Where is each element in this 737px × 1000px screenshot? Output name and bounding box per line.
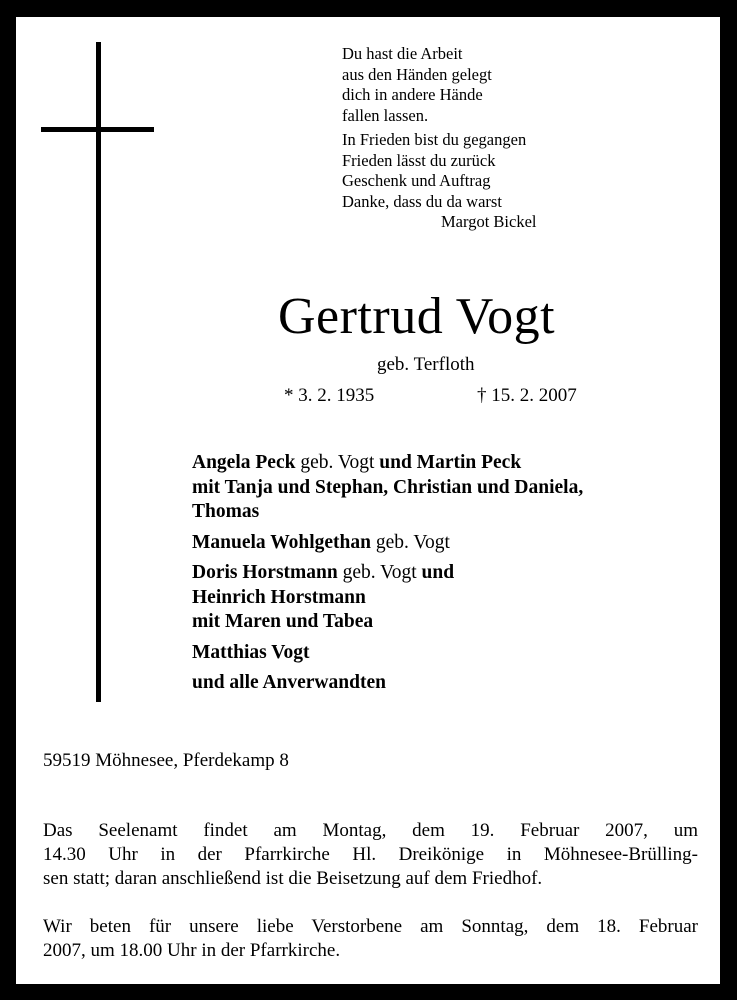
mourner-partner: und Martin Peck: [379, 452, 522, 473]
poem-line: dich in andere Hände: [342, 85, 483, 104]
death-date: † 15. 2. 2007: [477, 385, 577, 406]
mourner-name: Angela Peck: [192, 452, 296, 473]
mourner-born: geb. Vogt: [370, 531, 450, 553]
poem-line: Danke, dass du da warst: [342, 191, 502, 211]
mourner-born: geb. Vogt: [295, 452, 380, 473]
poem: [342, 44, 602, 233]
mourner-children: mit Maren und Tabea: [192, 611, 374, 632]
notice-line: Das Seelenamt findet am Montag, dem 19. Februar 2007, um: [43, 820, 698, 841]
mourner-conjunction: und: [421, 562, 455, 583]
mourner-children-cont: Thomas: [192, 501, 260, 522]
mourner-name: Doris Horstmann: [192, 562, 338, 583]
notice-line: 2007, um 18.00 Uhr in der Pfarrkirche.: [43, 940, 341, 961]
mourner-name: Manuela Wohlgethan: [192, 531, 371, 553]
mourner-partner: Heinrich Horstmann: [192, 586, 366, 608]
poem-line: Geschenk und Auftrag: [342, 171, 491, 190]
deceased-name: Gertrud Vogt: [278, 288, 556, 345]
mourner-name: Matthias Vogt: [192, 641, 310, 663]
mourner-born: geb. Vogt: [337, 562, 422, 583]
poem-line: fallen lassen.: [342, 105, 429, 125]
cross-icon: [96, 42, 101, 702]
poem-stanza-1: [342, 44, 602, 126]
mourner-group: [192, 561, 712, 635]
poem-line: Du hast die Arbeit: [342, 44, 463, 63]
obituary-card: [14, 15, 722, 986]
mourners-list: [192, 451, 712, 696]
mourner-children: mit Tanja und Stephan, Christian und Daniela,: [192, 476, 584, 498]
poem-stanza-2: [342, 130, 602, 233]
birth-date: * 3. 2. 1935: [284, 385, 375, 406]
prayer-notice: [43, 915, 698, 963]
poem-author: Margot Bickel: [441, 212, 537, 231]
family-address: 59519 Möhnesee, Pferdekamp 8: [43, 750, 289, 771]
mourner-group: [192, 641, 712, 666]
mourner-group: [192, 531, 712, 556]
poem-line: In Frieden bist du gegangen: [342, 130, 527, 149]
cross-icon-bar: [41, 127, 154, 132]
mourner-group: [192, 671, 712, 696]
notice-line: 14.30 Uhr in der Pfarrkirche Hl. Dreikönige in Möhnesee-Brülling-: [43, 844, 698, 865]
poem-line: aus den Händen gelegt: [342, 64, 492, 84]
mourner-relatives: und alle Anverwandten: [192, 672, 386, 693]
mourner-group: [192, 451, 712, 525]
notice-line: Wir beten für unsere liebe Verstorbene am Sonntag, dem 18. Februar: [43, 916, 698, 937]
birth-name: geb. Terfloth: [377, 354, 475, 375]
poem-line: Frieden lässt du zurück: [342, 150, 496, 170]
requiem-notice: [43, 819, 698, 891]
notice-line: sen statt; daran anschließend ist die Beisetzung auf dem Friedhof.: [43, 868, 543, 889]
